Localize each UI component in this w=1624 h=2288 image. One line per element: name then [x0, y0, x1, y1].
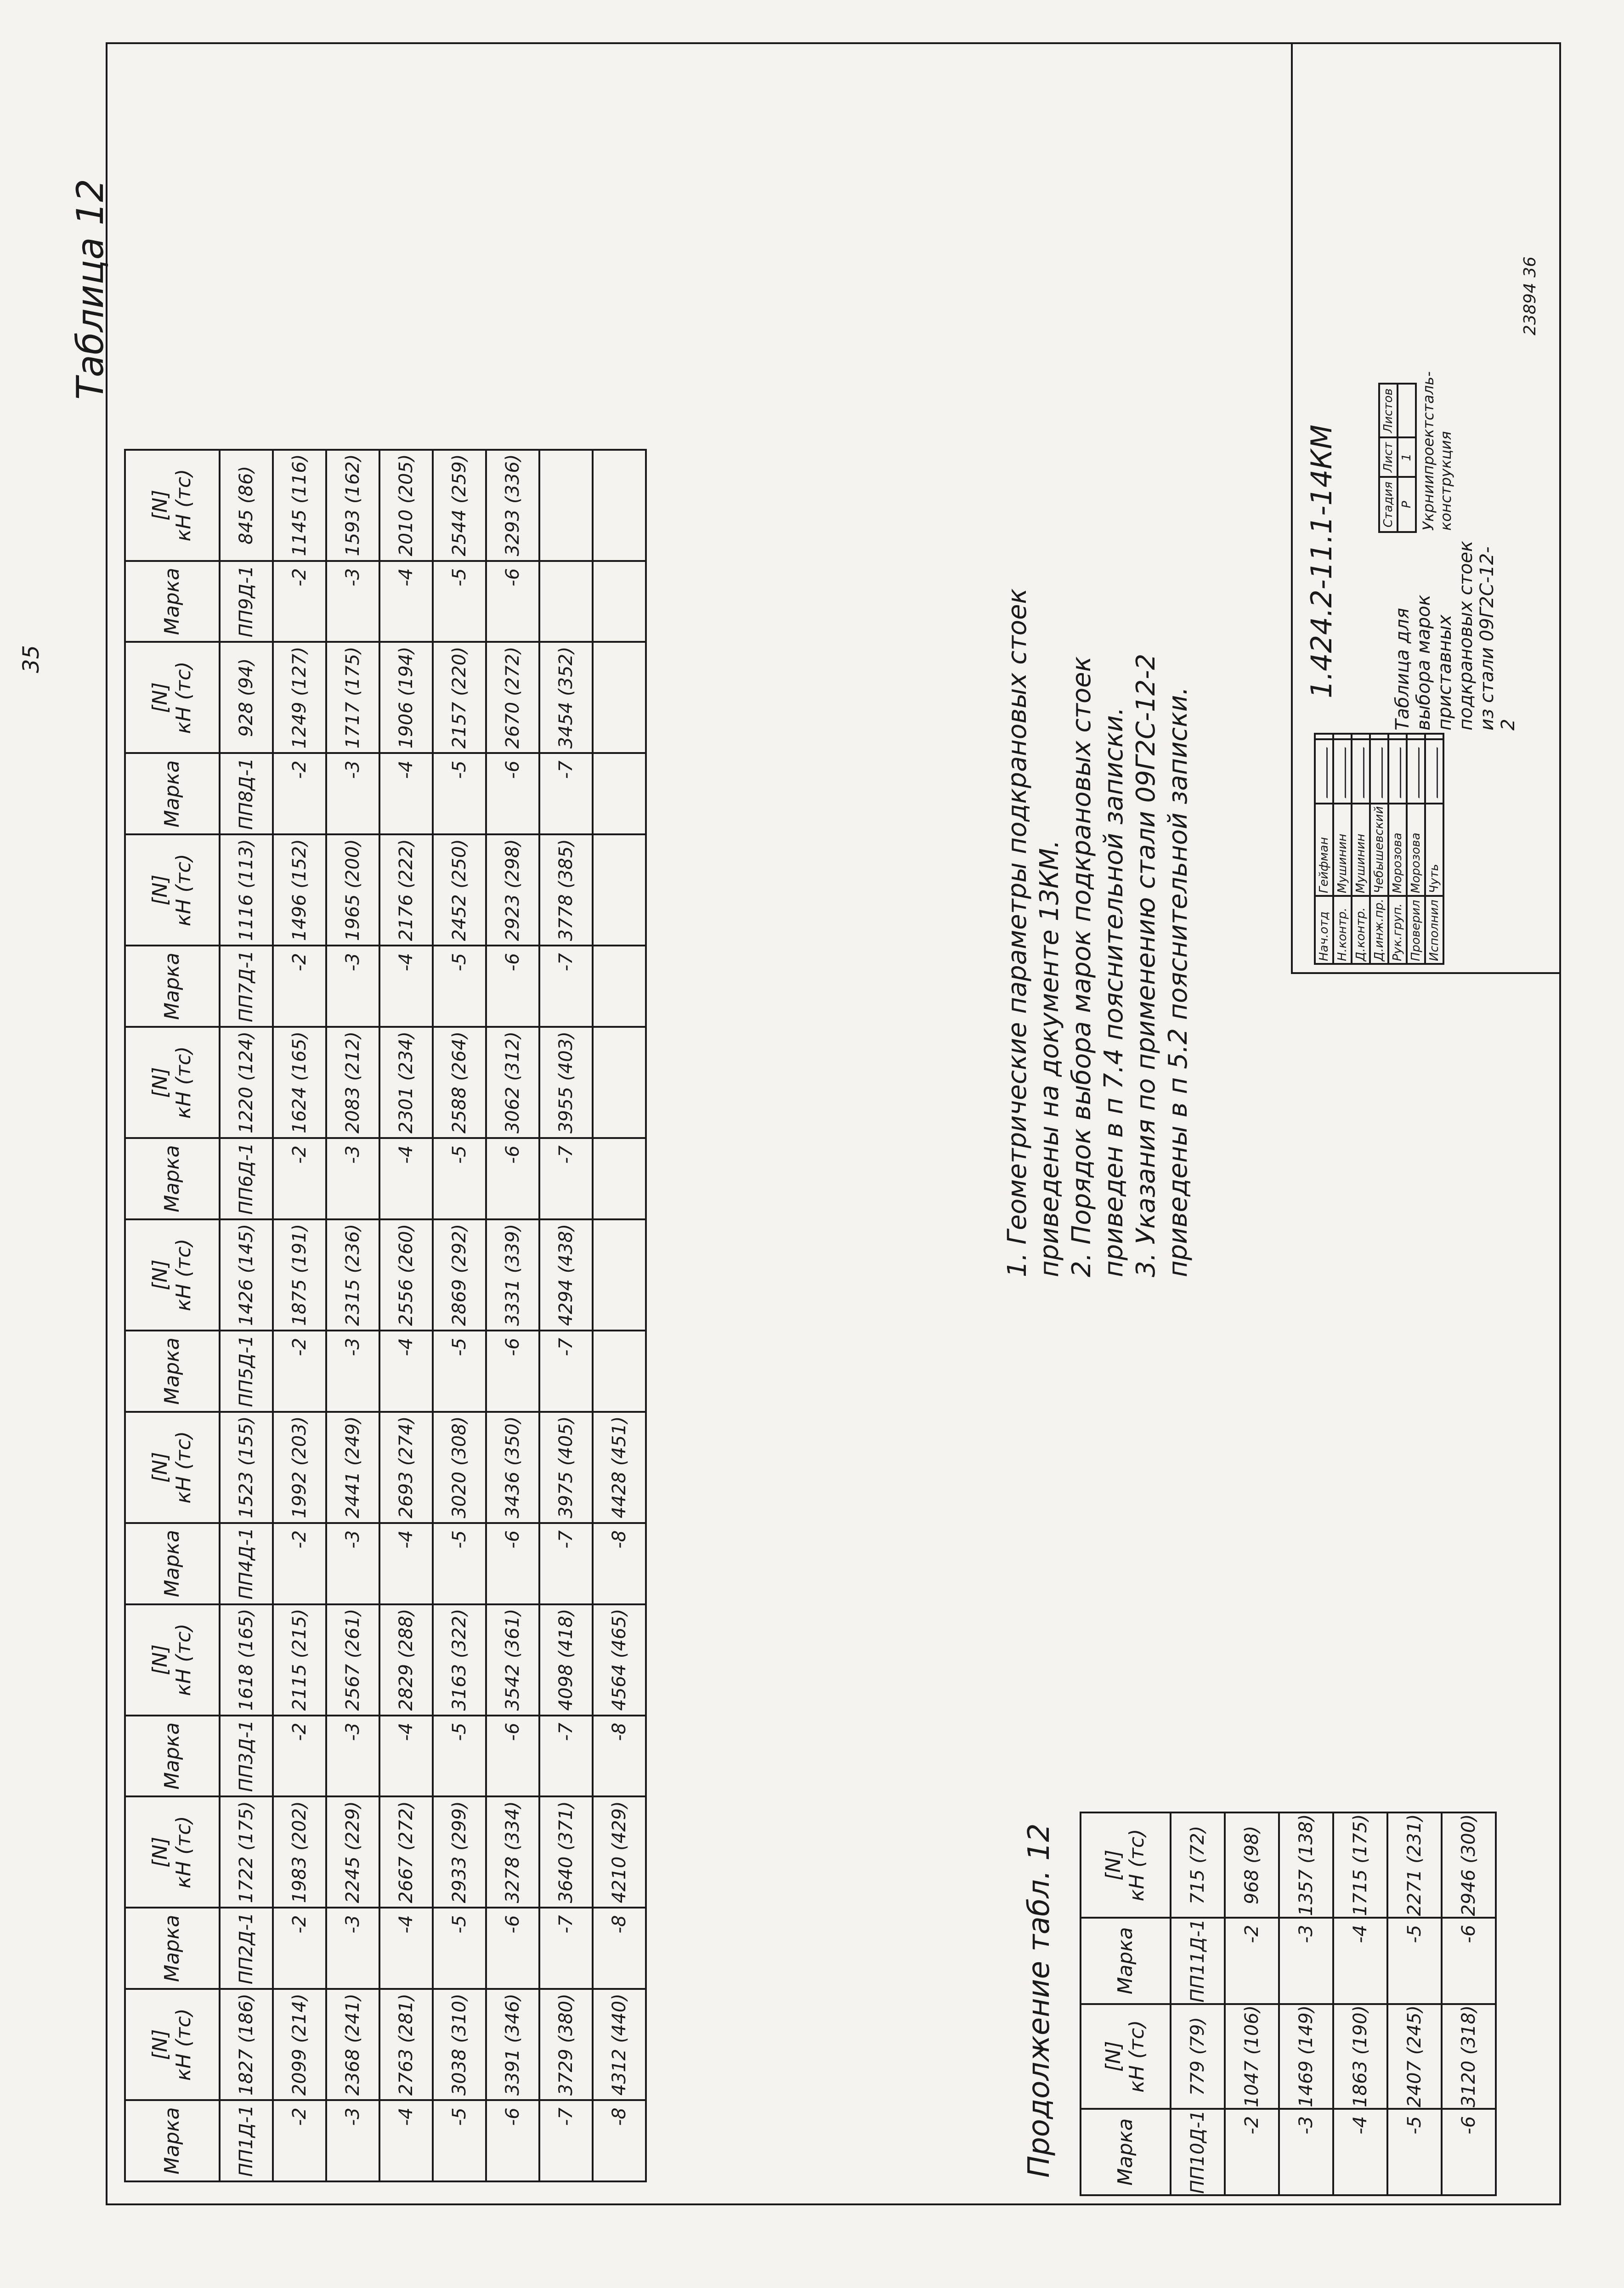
cont-cell-mark: -4	[1333, 1918, 1387, 2004]
main-cell-mark: -6	[486, 1523, 539, 1604]
signature-icon	[1358, 744, 1364, 799]
main-cell-mark: -5	[433, 2100, 486, 2181]
header-symbol: [N]	[148, 874, 172, 906]
signature-icon	[1340, 744, 1346, 799]
cont-row	[1387, 1812, 1442, 2195]
main-cell-value: 1618 (165)	[220, 1604, 273, 1716]
main-cell-value: 2010 (205)	[379, 450, 433, 561]
main-cell-value: 2157 (220)	[433, 642, 486, 753]
signature-row	[1370, 734, 1388, 964]
main-cell-mark: -8	[593, 1523, 646, 1604]
signature-name: Морозова	[1388, 804, 1407, 896]
main-header-mark: Марка	[125, 2100, 220, 2181]
signature-icon	[1414, 744, 1420, 799]
main-row	[486, 450, 539, 2181]
note-3: 3. Указания по применению стали 09Г2С-12-2 приведены в п 5.2 пояснительной записки.	[1131, 653, 1193, 1277]
header-unit: кН (тс)	[172, 1816, 195, 1889]
main-cell-value: 1116 (113)	[220, 834, 273, 946]
main-cell-mark: -6	[486, 2100, 539, 2181]
main-cell-mark: -5	[433, 1716, 486, 1797]
main-cell-value: 3331 (339)	[486, 1219, 539, 1331]
header-symbol: [N]	[148, 1644, 172, 1676]
archive-stamp: 23894 36	[1521, 256, 1539, 335]
signature-date	[1315, 734, 1333, 739]
main-header-value	[125, 450, 220, 561]
header-symbol: [N]	[148, 682, 172, 714]
cont-row	[1171, 1812, 1225, 2195]
continuation-table	[1080, 1812, 1497, 2196]
main-cell-value: 2670 (272)	[486, 642, 539, 753]
main-header-mark: Марка	[125, 753, 220, 834]
main-cell-mark: -3	[326, 561, 379, 642]
main-cell-value: 4098 (418)	[539, 1604, 593, 1716]
main-cell-mark	[593, 946, 646, 1027]
stage-value: Р	[1398, 477, 1416, 532]
cont-row	[1279, 1812, 1333, 2195]
main-cell-value: 1992 (203)	[273, 1412, 326, 1523]
main-cell-value: 1983 (202)	[273, 1796, 326, 1908]
main-cell-value: 1827 (186)	[220, 1989, 273, 2100]
main-cell-value: 845 (86)	[220, 450, 273, 561]
main-row	[433, 450, 486, 2181]
main-cell-value: 2667 (272)	[379, 1796, 433, 1908]
main-header-mark: Марка	[125, 946, 220, 1027]
header-unit: кН (тс)	[1125, 2020, 1149, 2093]
main-cell-value: 2452 (250)	[433, 834, 486, 946]
main-cell-value: 3391 (346)	[486, 1989, 539, 2100]
main-row	[379, 450, 433, 2181]
main-cell-value	[539, 450, 593, 561]
main-header-value	[125, 1989, 220, 2100]
signature-mark	[1315, 739, 1333, 804]
main-cell-value: 3975 (405)	[539, 1412, 593, 1523]
main-header-value	[125, 642, 220, 753]
main-cell-value: 1496 (152)	[273, 834, 326, 946]
main-cell-mark: -3	[326, 946, 379, 1027]
stage-label: Стадия	[1379, 477, 1398, 532]
signature-icon	[1432, 744, 1438, 799]
cont-cell-mark: -6	[1442, 1918, 1496, 2004]
cont-cell-mark: -2	[1225, 1918, 1279, 2004]
signature-role: Д.инж.пр.	[1370, 896, 1388, 964]
header-symbol: [N]	[148, 489, 172, 521]
note-1: 1. Геометрические параметры подкрановых стоек приведены на документе 13КМ.	[1002, 588, 1064, 1277]
main-row	[326, 450, 379, 2181]
signature-mark	[1333, 739, 1352, 804]
main-cell-value: 2869 (292)	[433, 1219, 486, 1331]
organization: Укрниипроектсталь-конструкция	[1420, 371, 1454, 531]
signature-date	[1352, 734, 1370, 739]
main-cell-value: 3163 (322)	[433, 1604, 486, 1716]
header-symbol: [N]	[1102, 1849, 1126, 1881]
sheets-value	[1398, 384, 1416, 437]
signature-row	[1315, 734, 1333, 964]
main-header-mark: Марка	[125, 1523, 220, 1604]
main-cell-mark: ПП3Д-1	[220, 1716, 273, 1797]
main-cell-value: 2315 (236)	[326, 1219, 379, 1331]
cont-row	[1333, 1812, 1387, 2195]
header-unit: кН (тс)	[172, 2008, 195, 2081]
table-title: Таблица 12	[69, 178, 112, 400]
main-cell-mark: -5	[433, 1908, 486, 1989]
signature-icon	[1377, 744, 1383, 799]
main-cell-mark: -5	[433, 946, 486, 1027]
header-symbol: [N]	[1102, 2041, 1126, 2072]
main-cell-value: 4210 (429)	[593, 1796, 646, 1908]
main-cell-mark: -5	[433, 561, 486, 642]
main-cell-value: 928 (94)	[220, 642, 273, 753]
header-unit: кН (тс)	[172, 1046, 195, 1119]
main-cell-value: 2099 (214)	[273, 1989, 326, 2100]
main-cell-value: 2556 (260)	[379, 1219, 433, 1331]
sheet-value: 1	[1398, 437, 1416, 477]
main-cell-mark: -8	[593, 1908, 646, 1989]
main-cell-mark: -5	[433, 1138, 486, 1219]
header-unit: кН (тс)	[172, 469, 195, 542]
main-row	[273, 450, 326, 2181]
main-cell-mark: -2	[273, 1331, 326, 1412]
main-cell-mark: -3	[326, 1908, 379, 1989]
main-cell-value: 4428 (451)	[593, 1412, 646, 1523]
main-cell-value: 1722 (175)	[220, 1796, 273, 1908]
main-cell-mark: ПП4Д-1	[220, 1523, 273, 1604]
header-symbol: [N]	[148, 1836, 172, 1868]
main-cell-mark: -2	[273, 561, 326, 642]
cont-cell-value: 3120 (318)	[1442, 2004, 1496, 2109]
signature-icon	[1395, 744, 1401, 799]
main-cell-value	[593, 642, 646, 753]
main-cell-mark: -7	[539, 946, 593, 1027]
main-cell-value: 1717 (175)	[326, 642, 379, 753]
main-cell-value: 3778 (385)	[539, 834, 593, 946]
cont-cell-mark: -5	[1387, 2109, 1442, 2195]
main-header-mark: Марка	[125, 1908, 220, 1989]
cont-header-mark: Марка	[1081, 2109, 1171, 2195]
cont-cell-mark: -5	[1387, 1918, 1442, 2004]
main-cell-mark: -5	[433, 753, 486, 834]
signature-row	[1425, 734, 1443, 964]
signature-row	[1352, 734, 1370, 964]
main-cell-mark: -4	[379, 1138, 433, 1219]
main-header-mark: Марка	[125, 1138, 220, 1219]
main-cell-value: 3020 (308)	[433, 1412, 486, 1523]
continuation-title: Продолжение табл. 12	[1022, 1823, 1056, 2178]
main-cell-mark: -3	[326, 1716, 379, 1797]
cont-row	[1442, 1812, 1496, 2195]
main-cell-value: 2567 (261)	[326, 1604, 379, 1716]
note-2: 2. Порядок выбора марок подкрановых стоек приведен в п 7.4 пояснительной записки.	[1067, 656, 1129, 1277]
signature-table	[1314, 733, 1444, 965]
stage-table	[1378, 383, 1417, 533]
main-cell-value: 1906 (194)	[379, 642, 433, 753]
main-cell-mark	[593, 561, 646, 642]
cont-cell-value: 1863 (190)	[1333, 2004, 1387, 2109]
signature-role: Н.контр.	[1333, 896, 1352, 964]
main-cell-value: 3038 (310)	[433, 1989, 486, 2100]
main-cell-mark: -4	[379, 946, 433, 1027]
main-cell-mark: -6	[486, 1138, 539, 1219]
cont-cell-mark: -3	[1279, 1918, 1333, 2004]
signature-role: Проверил	[1407, 896, 1425, 964]
signature-role: Нач.отд	[1315, 896, 1333, 964]
signature-mark	[1407, 739, 1425, 804]
signature-date	[1333, 734, 1352, 739]
main-cell-mark	[593, 753, 646, 834]
main-cell-mark: -8	[593, 1716, 646, 1797]
header-symbol: [N]	[148, 2029, 172, 2060]
main-cell-mark: -7	[539, 1716, 593, 1797]
main-cell-value	[593, 1027, 646, 1138]
main-cell-mark: -4	[379, 1716, 433, 1797]
cont-cell-mark: -4	[1333, 2109, 1387, 2195]
cont-cell-mark: -6	[1442, 2109, 1496, 2195]
cont-header-value	[1081, 2004, 1171, 2109]
header-unit: кН (тс)	[172, 1431, 195, 1504]
main-cell-value: 3454 (352)	[539, 642, 593, 753]
main-cell-mark: ПП2Д-1	[220, 1908, 273, 1989]
cont-cell-value: 1469 (149)	[1279, 2004, 1333, 2109]
main-cell-value: 2441 (249)	[326, 1412, 379, 1523]
main-cell-value: 3729 (380)	[539, 1989, 593, 2100]
signature-name: Гейфман	[1315, 804, 1333, 896]
main-cell-value: 1965 (200)	[326, 834, 379, 946]
main-cell-mark: -2	[273, 2100, 326, 2181]
main-cell-mark: -2	[273, 1138, 326, 1219]
cont-cell-mark: ПП11Д-1	[1171, 1918, 1225, 2004]
main-cell-value: 2115 (215)	[273, 1604, 326, 1716]
main-cell-mark: -6	[486, 753, 539, 834]
main-row	[593, 450, 646, 2181]
main-cell-value: 3436 (350)	[486, 1412, 539, 1523]
signature-name: Мушинин	[1333, 804, 1352, 896]
main-cell-value: 1523 (155)	[220, 1412, 273, 1523]
main-cell-value: 2083 (212)	[326, 1027, 379, 1138]
main-cell-mark: -7	[539, 1908, 593, 1989]
header-unit: кН (тс)	[172, 1239, 195, 1311]
main-row	[539, 450, 593, 2181]
cont-cell-value: 2407 (245)	[1387, 2004, 1442, 2109]
header-unit: кН (тс)	[172, 854, 195, 927]
cont-cell-value: 1047 (106)	[1225, 2004, 1279, 2109]
main-cell-value: 1220 (124)	[220, 1027, 273, 1138]
signature-icon	[1322, 744, 1328, 799]
sheets-label: Листов	[1379, 384, 1398, 437]
main-row	[220, 450, 273, 2181]
signature-row	[1333, 734, 1352, 964]
cont-header-mark: Марка	[1081, 1918, 1171, 2004]
main-cell-mark: -6	[486, 561, 539, 642]
main-cell-value: 3542 (361)	[486, 1604, 539, 1716]
main-cell-value: 3640 (371)	[539, 1796, 593, 1908]
main-cell-value: 2245 (229)	[326, 1796, 379, 1908]
main-cell-value: 2763 (281)	[379, 1989, 433, 2100]
sheet-number: 35	[18, 645, 44, 673]
main-header-value	[125, 1219, 220, 1331]
main-cell-mark: -8	[593, 2100, 646, 2181]
header-symbol: [N]	[148, 1067, 172, 1098]
main-cell-mark: -3	[326, 753, 379, 834]
main-cell-mark: ПП1Д-1	[220, 2100, 273, 2181]
main-cell-value: 1145 (116)	[273, 450, 326, 561]
signature-role: Д.контр.	[1352, 896, 1370, 964]
cont-cell-mark: -3	[1279, 2109, 1333, 2195]
header-unit: кН (тс)	[1125, 1829, 1149, 1902]
signature-role: Рук.груп.	[1388, 896, 1407, 964]
header-unit: кН (тс)	[172, 661, 195, 734]
main-cell-mark: -2	[273, 1716, 326, 1797]
signature-mark	[1388, 739, 1407, 804]
signature-row	[1407, 734, 1425, 964]
main-cell-mark: ПП7Д-1	[220, 946, 273, 1027]
main-cell-value: 3293 (336)	[486, 450, 539, 561]
main-cell-value: 2588 (264)	[433, 1027, 486, 1138]
main-cell-value	[593, 450, 646, 561]
signature-date	[1370, 734, 1388, 739]
main-cell-value: 2693 (274)	[379, 1412, 433, 1523]
main-cell-mark: -7	[539, 753, 593, 834]
main-cell-mark: -7	[539, 1523, 593, 1604]
main-cell-value: 3062 (312)	[486, 1027, 539, 1138]
signature-date	[1407, 734, 1425, 739]
cont-cell-mark: ПП10Д-1	[1171, 2109, 1225, 2195]
main-header-value	[125, 1604, 220, 1716]
main-cell-mark	[593, 1138, 646, 1219]
main-cell-mark: -6	[486, 946, 539, 1027]
main-cell-value: 4294 (438)	[539, 1219, 593, 1331]
main-header-value	[125, 834, 220, 946]
main-cell-mark: -2	[273, 946, 326, 1027]
main-cell-mark	[539, 561, 593, 642]
main-cell-value: 1249 (127)	[273, 642, 326, 753]
main-cell-mark: -7	[539, 1138, 593, 1219]
main-cell-mark: ПП9Д-1	[220, 561, 273, 642]
main-cell-mark: ПП8Д-1	[220, 753, 273, 834]
main-header-value	[125, 1027, 220, 1138]
main-cell-value: 4312 (440)	[593, 1989, 646, 2100]
signature-name: Мушинин	[1352, 804, 1370, 896]
cont-cell-value: 779 (79)	[1171, 2004, 1225, 2109]
signature-mark	[1370, 739, 1388, 804]
signature-date	[1425, 734, 1443, 739]
main-cell-mark: -2	[273, 1523, 326, 1604]
main-cell-mark: -4	[379, 2100, 433, 2181]
main-header-mark: Марка	[125, 561, 220, 642]
header-symbol: [N]	[148, 1452, 172, 1483]
cont-cell-value: 2946 (300)	[1442, 1812, 1496, 1917]
signature-mark	[1425, 739, 1443, 804]
main-header-mark: Марка	[125, 1331, 220, 1412]
cont-cell-mark: -2	[1225, 2109, 1279, 2195]
cont-cell-value: 1715 (175)	[1333, 1812, 1387, 1917]
signature-row	[1388, 734, 1407, 964]
main-cell-mark: -4	[379, 1523, 433, 1604]
cont-row	[1225, 1812, 1279, 2195]
main-cell-value: 1593 (162)	[326, 450, 379, 561]
signature-role: Исполнил	[1425, 896, 1443, 964]
main-cell-mark	[593, 1331, 646, 1412]
main-cell-value: 2176 (222)	[379, 834, 433, 946]
main-header-value	[125, 1412, 220, 1523]
main-cell-value: 2544 (259)	[433, 450, 486, 561]
main-cell-value: 3955 (403)	[539, 1027, 593, 1138]
main-table	[124, 449, 647, 2182]
main-cell-value: 4564 (465)	[593, 1604, 646, 1716]
main-header-mark: Марка	[125, 1716, 220, 1797]
main-cell-mark: -7	[539, 1331, 593, 1412]
main-cell-mark: -4	[379, 1908, 433, 1989]
main-cell-value: 2301 (234)	[379, 1027, 433, 1138]
signature-name: Морозова	[1407, 804, 1425, 896]
drawing-description: Таблица для выбора марок приставных подкрановых стоек из стали 09Г2С-12-2	[1392, 540, 1519, 731]
main-cell-mark: -6	[486, 1908, 539, 1989]
main-cell-value: 2933 (299)	[433, 1796, 486, 1908]
main-cell-value: 1875 (191)	[273, 1219, 326, 1331]
main-cell-mark: -3	[326, 1523, 379, 1604]
main-cell-mark: -5	[433, 1331, 486, 1412]
main-cell-mark: -4	[379, 1331, 433, 1412]
main-cell-mark: -4	[379, 561, 433, 642]
main-header-value	[125, 1796, 220, 1908]
signature-mark	[1352, 739, 1370, 804]
signature-name: Чебышевский	[1370, 804, 1388, 896]
header-unit: кН (тс)	[172, 1623, 195, 1696]
main-cell-value	[593, 1219, 646, 1331]
main-cell-value: 1624 (165)	[273, 1027, 326, 1138]
cont-cell-value: 1357 (138)	[1279, 1812, 1333, 1917]
document-code: 1.424.2-11.1-14КМ	[1305, 425, 1338, 698]
cont-cell-value: 2271 (231)	[1387, 1812, 1442, 1917]
main-cell-mark: ПП5Д-1	[220, 1331, 273, 1412]
main-cell-mark: -6	[486, 1716, 539, 1797]
main-cell-value: 3278 (334)	[486, 1796, 539, 1908]
main-cell-value: 2923 (298)	[486, 834, 539, 946]
main-cell-mark: -3	[326, 1138, 379, 1219]
main-cell-mark: -3	[326, 2100, 379, 2181]
sheet-label: Лист	[1379, 437, 1398, 477]
main-cell-mark: -5	[433, 1523, 486, 1604]
notes	[1002, 519, 1194, 1277]
main-cell-mark: ПП6Д-1	[220, 1138, 273, 1219]
cont-cell-value: 968 (98)	[1225, 1812, 1279, 1917]
main-cell-value	[593, 834, 646, 946]
main-cell-mark: -4	[379, 753, 433, 834]
main-cell-value: 1426 (145)	[220, 1219, 273, 1331]
main-cell-mark: -7	[539, 2100, 593, 2181]
main-cell-value: 2368 (241)	[326, 1989, 379, 2100]
cont-header-value	[1081, 1812, 1171, 1917]
main-cell-mark: -3	[326, 1331, 379, 1412]
signature-date	[1388, 734, 1407, 739]
main-cell-mark: -2	[273, 753, 326, 834]
main-cell-mark: -2	[273, 1908, 326, 1989]
signature-name: Чуть	[1425, 804, 1443, 896]
cont-cell-value: 715 (72)	[1171, 1812, 1225, 1917]
main-cell-mark: -6	[486, 1331, 539, 1412]
header-symbol: [N]	[148, 1259, 172, 1291]
main-cell-value: 2829 (288)	[379, 1604, 433, 1716]
